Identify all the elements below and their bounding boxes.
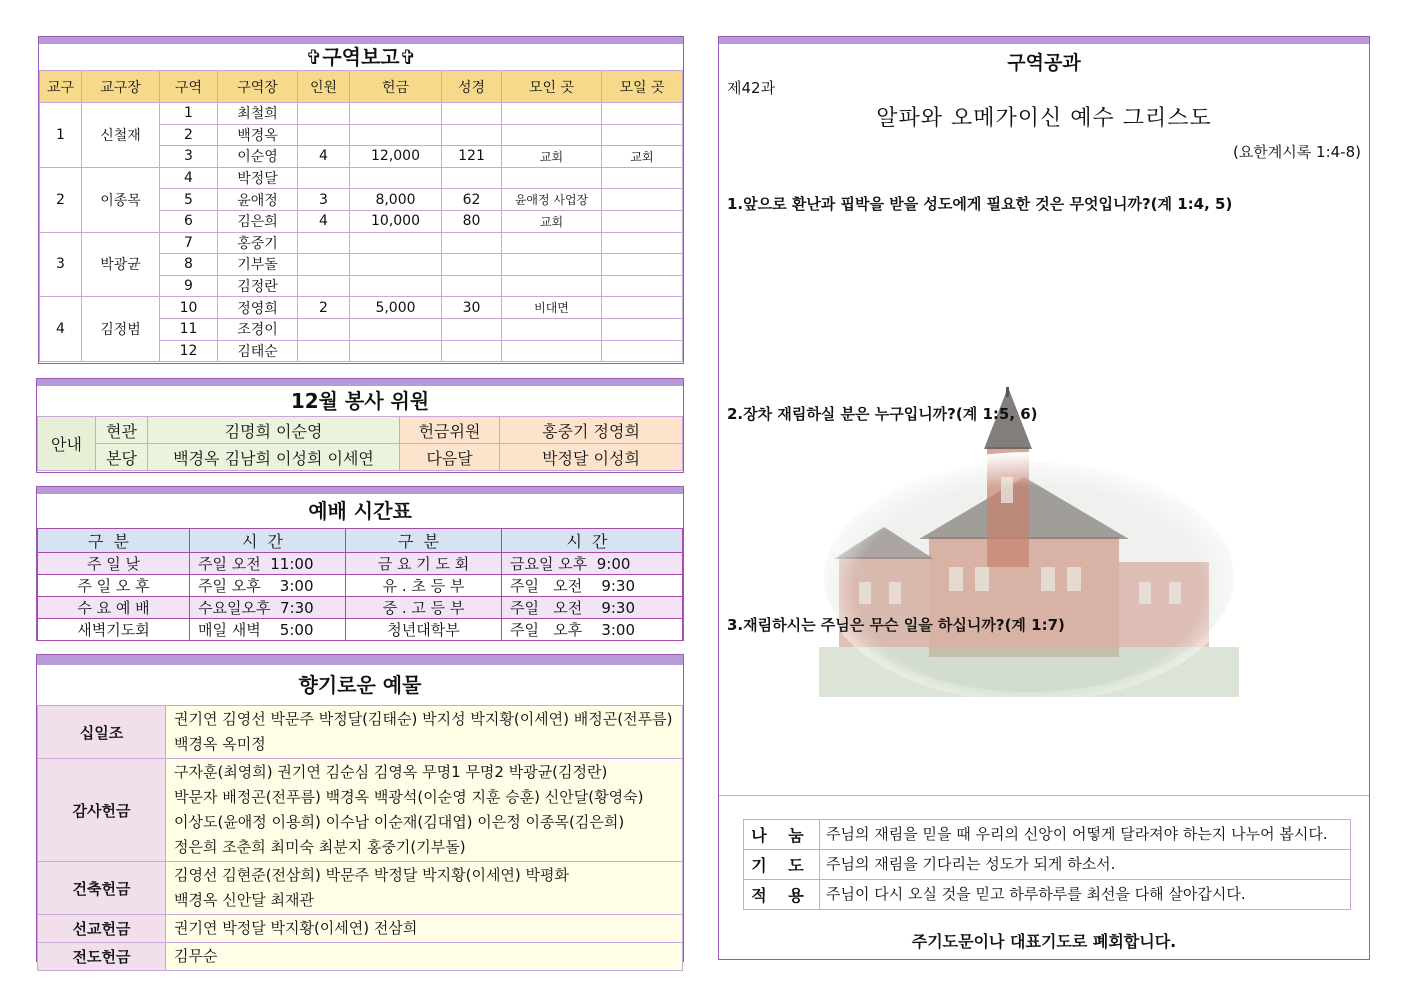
met-place: [502, 340, 602, 362]
lesson-number: 제42과: [727, 79, 776, 97]
volunteers-table: [37, 416, 683, 471]
zone-leader: 홍중기: [218, 232, 298, 254]
panel-top-bar: [39, 37, 683, 44]
zone-leader: 기부돌: [218, 254, 298, 276]
col-header: 헌금: [350, 71, 442, 103]
bible: [442, 318, 502, 340]
people: 4: [298, 210, 350, 232]
offering: [350, 124, 442, 146]
people: [298, 340, 350, 362]
volunteers-title: 12월 봉사 위원: [290, 389, 430, 413]
zone-leader: 김태순: [218, 340, 298, 362]
zone-leader: 백경옥: [218, 124, 298, 146]
worship-schedule-panel: [36, 486, 684, 641]
parish-no: 4: [40, 297, 82, 362]
offering: [350, 254, 442, 276]
service-time: 주일 오후 3:00: [502, 619, 683, 641]
church-illustration: [819, 387, 1239, 697]
offering: [350, 167, 442, 189]
zone-no: 5: [160, 189, 218, 211]
prayer-text: 주님의 재림을 기다리는 성도가 되게 하소서.: [820, 850, 1351, 880]
offering-type: 전도헌금: [38, 943, 166, 971]
bible: [442, 167, 502, 189]
service-time: 주일 오전 11:00: [190, 553, 346, 575]
col-header: 모일 곳: [602, 71, 683, 103]
name-line: 권기연 김영선 박문주 박정달(김태순) 박지성 박지황(이세연) 배정곤(전푸름): [174, 710, 673, 728]
table-row: [38, 706, 683, 759]
offering-committee-names: 홍중기 정영희: [500, 417, 683, 444]
people: [298, 167, 350, 189]
sanctuary-names: 백경옥 김남희 이성희 이세연: [148, 444, 400, 471]
col-header: 구역장: [218, 71, 298, 103]
bible: 121: [442, 146, 502, 168]
service-name: 주 일 낮: [38, 553, 190, 575]
service-name: 유 . 초 등 부: [346, 575, 502, 597]
met-place: 윤애정 사업장: [502, 189, 602, 211]
scripture-reference: (요한계시록 1:4-8): [1232, 143, 1361, 161]
zone-no: 8: [160, 254, 218, 276]
col-header: 모인 곳: [502, 71, 602, 103]
zone-no: 9: [160, 275, 218, 297]
table-row: [40, 103, 683, 125]
service-time: 매일 새벽 5:00: [190, 619, 346, 641]
parish-no: 3: [40, 232, 82, 297]
meet-place: [602, 103, 683, 125]
people: [298, 318, 350, 340]
lesson-panel: [718, 36, 1370, 960]
table-row: [38, 943, 683, 971]
zone-leader: 김정란: [218, 275, 298, 297]
panel-top-bar: [37, 379, 683, 386]
people: 4: [298, 146, 350, 168]
application-text: 주님이 다시 오실 것을 믿고 하루하루를 최선을 다해 살아갑시다.: [820, 880, 1351, 910]
guide-label: 안내: [38, 417, 96, 471]
lesson-main-title: 알파와 오메가이신 예수 그리스도: [876, 106, 1212, 131]
meet-place: [602, 124, 683, 146]
entrance-names: 김명희 이순영: [148, 417, 400, 444]
met-place: [502, 275, 602, 297]
zone-leader: 최철희: [218, 103, 298, 125]
col-header: 구분: [38, 529, 190, 553]
panel-top-bar: [37, 487, 683, 494]
offering-type: 십일조: [38, 706, 166, 759]
bible: 62: [442, 189, 502, 211]
table-row: [38, 619, 683, 641]
people: [298, 232, 350, 254]
meet-place: 교회: [602, 146, 683, 168]
bible: 80: [442, 210, 502, 232]
col-header: 교구: [40, 71, 82, 103]
meet-place: [602, 254, 683, 276]
service-name: 수 요 예 배: [38, 597, 190, 619]
met-place: [502, 232, 602, 254]
zone-no: 2: [160, 124, 218, 146]
district-report-title: ✞구역보고✞: [305, 45, 417, 69]
bible: [442, 254, 502, 276]
service-time: 주일 오전 9:30: [502, 597, 683, 619]
offering-names: [166, 943, 683, 971]
meet-place: [602, 232, 683, 254]
application-table: [743, 819, 1351, 910]
table-row: [38, 417, 683, 444]
next-month-label: 다음달: [400, 444, 500, 471]
name-line: 권기연 박정달 박지황(이세연) 전삼희: [174, 919, 418, 937]
offering: [350, 103, 442, 125]
parish-no: 2: [40, 167, 82, 232]
service-name: 중 . 고 등 부: [346, 597, 502, 619]
table-row: [38, 862, 683, 915]
parish-no: 1: [40, 103, 82, 168]
report-header-row: [40, 71, 683, 103]
worship-schedule-title: 예배 시간표: [308, 499, 412, 523]
entrance-label: 현관: [96, 417, 148, 444]
name-line: 구자훈(최영희) 권기연 김순심 김영옥 무명1 무명2 박광균(김정란): [174, 763, 608, 781]
sharing-label: 나 눔: [744, 820, 820, 850]
table-row: [40, 232, 683, 254]
zone-leader: 김은희: [218, 210, 298, 232]
col-header: 교구장: [82, 71, 160, 103]
parish-leader: 박광균: [82, 232, 160, 297]
panel-top-bar: [719, 37, 1369, 44]
bible: [442, 275, 502, 297]
met-place: 교회: [502, 146, 602, 168]
met-place: [502, 318, 602, 340]
bible: [442, 340, 502, 362]
name-line: 정은희 조춘희 최미숙 최분지 홍중기(기부돌): [174, 838, 466, 856]
sanctuary-label: 본당: [96, 444, 148, 471]
people: 3: [298, 189, 350, 211]
name-line: 김무순: [174, 947, 218, 965]
sharing-text: 주님의 재림을 믿을 때 우리의 신앙이 어떻게 달라져야 하는지 나누어 봅시다.: [820, 820, 1351, 850]
met-place: 교회: [502, 210, 602, 232]
panel-top-bar: [37, 655, 683, 665]
service-name: 주 일 오 후: [38, 575, 190, 597]
parish-leader: 김정범: [82, 297, 160, 362]
meet-place: [602, 340, 683, 362]
table-row: [38, 759, 683, 862]
name-line: 박문자 배정곤(전푸름) 백경옥 백광석(이순영 지훈 승훈) 신안달(황영숙): [174, 788, 644, 806]
worship-schedule-table: [37, 528, 683, 641]
met-place: [502, 167, 602, 189]
zone-no: 10: [160, 297, 218, 319]
application-label: 적 용: [744, 880, 820, 910]
col-header: 인원: [298, 71, 350, 103]
service-name: 새벽기도회: [38, 619, 190, 641]
service-time: 수요일오후 7:30: [190, 597, 346, 619]
service-time: 주일 오전 9:30: [502, 575, 683, 597]
zone-no: 12: [160, 340, 218, 362]
offering-type: 선교헌금: [38, 915, 166, 943]
zone-no: 3: [160, 146, 218, 168]
closing-note: 주기도문이나 대표기도로 폐회합니다.: [911, 932, 1177, 951]
offering-names: [166, 706, 683, 759]
offering: [350, 340, 442, 362]
offering-type: 건축헌금: [38, 862, 166, 915]
name-line: 김영선 김현준(전삼희) 박문주 박정달 박지황(이세연) 박평화: [174, 866, 570, 884]
name-line: 백경옥 신안달 최재관: [174, 891, 314, 909]
section-divider: [719, 795, 1369, 796]
question-3: 3.재림하시는 주님은 무슨 일을 하십니까?(계 1:7): [727, 616, 1065, 634]
volunteers-panel: [36, 378, 684, 473]
offering-names: [166, 915, 683, 943]
offering: 8,000: [350, 189, 442, 211]
offering: 10,000: [350, 210, 442, 232]
question-1: 1.앞으로 환난과 핍박을 받을 성도에게 필요한 것은 무엇입니까?(계 1:4, 5): [727, 195, 1233, 213]
met-place: [502, 103, 602, 125]
meet-place: [602, 167, 683, 189]
bible: [442, 232, 502, 254]
bible: [442, 124, 502, 146]
met-place: [502, 254, 602, 276]
offering-names: [166, 759, 683, 862]
table-row: [38, 444, 683, 471]
service-time: 금요일 오후 9:00: [502, 553, 683, 575]
col-header: 시간: [190, 529, 346, 553]
offering: 5,000: [350, 297, 442, 319]
col-header: 구분: [346, 529, 502, 553]
table-row: [38, 575, 683, 597]
zone-leader: 윤애정: [218, 189, 298, 211]
col-header: 시간: [502, 529, 683, 553]
zone-no: 11: [160, 318, 218, 340]
table-row: [38, 915, 683, 943]
zone-leader: 정영희: [218, 297, 298, 319]
meet-place: [602, 210, 683, 232]
people: [298, 254, 350, 276]
question-2: 2.장차 재림하실 분은 누구입니까?(계 1:5, 6): [727, 405, 1038, 423]
service-name: 청년대학부: [346, 619, 502, 641]
offerings-table: [37, 705, 683, 971]
meet-place: [602, 189, 683, 211]
met-place: [502, 124, 602, 146]
offering-type: 감사헌금: [38, 759, 166, 862]
zone-leader: 박정달: [218, 167, 298, 189]
bible: 30: [442, 297, 502, 319]
offering: [350, 232, 442, 254]
offering-names: [166, 862, 683, 915]
zone-leader: 조경이: [218, 318, 298, 340]
next-month-names: 박정달 이성희: [500, 444, 683, 471]
offerings-title: 향기로운 예물: [298, 673, 422, 697]
meet-place: [602, 318, 683, 340]
people: [298, 124, 350, 146]
people: [298, 275, 350, 297]
people: 2: [298, 297, 350, 319]
name-line: 이상도(윤애정 이용희) 이수남 이순재(김대엽) 이은정 이종목(김은희): [174, 813, 625, 831]
offering: [350, 318, 442, 340]
table-row: [38, 553, 683, 575]
district-report-panel: [38, 36, 684, 364]
people: [298, 103, 350, 125]
table-row: [744, 850, 1351, 880]
name-line: 백경옥 옥미정: [174, 735, 266, 753]
table-row: [40, 297, 683, 319]
offering-committee-label: 헌금위원: [400, 417, 500, 444]
meet-place: [602, 297, 683, 319]
zone-no: 7: [160, 232, 218, 254]
table-row: [744, 880, 1351, 910]
district-report-table: [39, 70, 683, 362]
zone-no: 6: [160, 210, 218, 232]
offering: 12,000: [350, 146, 442, 168]
table-row: [40, 167, 683, 189]
offerings-panel: [36, 654, 684, 966]
meet-place: [602, 275, 683, 297]
parish-leader: 신철재: [82, 103, 160, 168]
offering: [350, 275, 442, 297]
prayer-label: 기 도: [744, 850, 820, 880]
service-time: 주일 오후 3:00: [190, 575, 346, 597]
bible: [442, 103, 502, 125]
lesson-title: 구역공과: [1007, 52, 1081, 74]
table-row: [38, 597, 683, 619]
table-row: [744, 820, 1351, 850]
col-header: 구역: [160, 71, 218, 103]
parish-leader: 이종목: [82, 167, 160, 232]
col-header: 성경: [442, 71, 502, 103]
zone-leader: 이순영: [218, 146, 298, 168]
zone-no: 1: [160, 103, 218, 125]
worship-header-row: [38, 529, 683, 553]
met-place: 비대면: [502, 297, 602, 319]
service-name: 금 요 기 도 회: [346, 553, 502, 575]
zone-no: 4: [160, 167, 218, 189]
